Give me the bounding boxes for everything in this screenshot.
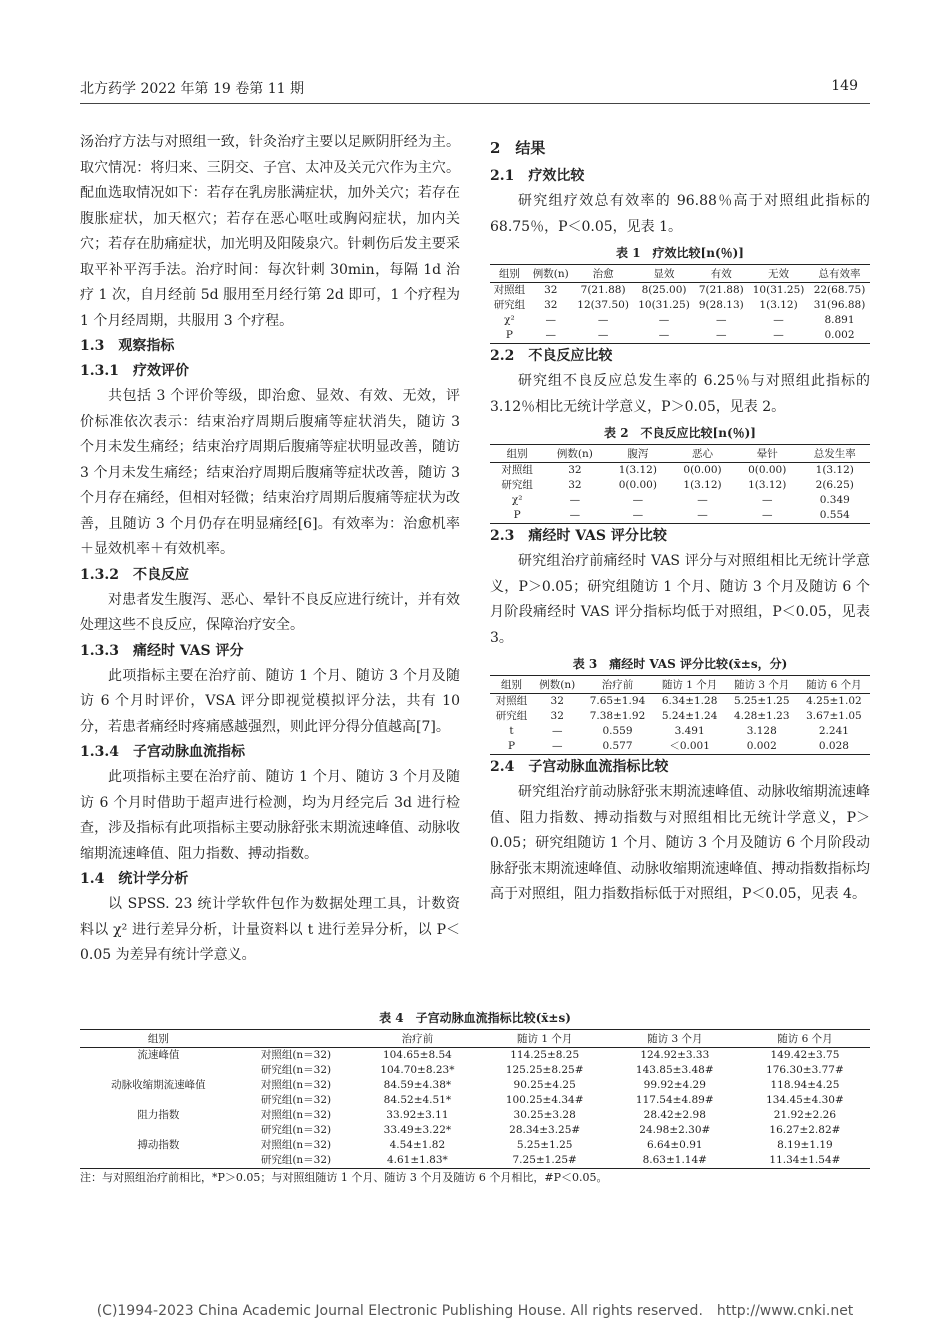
right-column	[490, 130, 870, 908]
table-cell: 143.85±3.48#	[635, 1064, 714, 1076]
table-header-cell: 随访 3 个月	[610, 1030, 740, 1048]
table-row	[490, 508, 870, 524]
table-cell: —	[606, 508, 671, 524]
table-cell: —	[551, 725, 563, 737]
table-row	[490, 283, 870, 299]
section-heading: 2 结果	[490, 139, 546, 157]
table-header-cell: 例数(n)	[544, 445, 605, 463]
table-caption: 表 4 子宫动脉血流指标比较(x̄±s)	[379, 1011, 571, 1025]
page-number: 149	[831, 78, 858, 94]
table-cell: 32	[568, 479, 582, 491]
table-cell: 32	[568, 464, 582, 476]
table-cell: 4.25±1.02	[806, 695, 862, 707]
table-cell: 研究组	[495, 710, 528, 722]
table-3	[490, 675, 870, 755]
table-cell: 3.67±1.05	[806, 710, 862, 722]
table-cell: 8.19±1.19	[777, 1139, 833, 1151]
table-row	[490, 463, 870, 479]
table-cell	[80, 1153, 237, 1169]
section-heading: 1.3.1 疗效评价	[80, 363, 189, 379]
table-header-cell: 无效	[748, 265, 809, 283]
table-cell: —	[597, 314, 609, 326]
table-cell: 3.491	[674, 725, 705, 737]
table-cell: 8.891	[824, 314, 855, 326]
table-1	[490, 264, 870, 344]
paragraph: 此项指标主要在治疗前、随访 1 个月、随访 3 个月及随访 6 个月时评价，VSA 评分即视觉模拟评分法，共有 10 分，若患者痛经时疼痛感越强烈，则此评分得分值越高[7]。	[80, 667, 460, 735]
table-row	[80, 1138, 870, 1153]
table-cell: 12(37.50)	[577, 299, 629, 311]
table-cell: P	[490, 739, 533, 755]
table-cell: 6.34±1.28	[661, 695, 718, 707]
section-heading: 1.3.3 痛经时 VAS 评分	[80, 642, 244, 659]
table-cell: —	[634, 328, 695, 344]
table-cell: 176.30±3.77#	[766, 1064, 844, 1076]
table-cell: —	[658, 314, 670, 326]
table-cell: —	[569, 494, 581, 506]
table-cell: 32	[544, 284, 558, 296]
table-cell: 32	[550, 695, 564, 707]
table-cell: 0.349	[819, 494, 850, 506]
table-cell: 30.25±3.28	[513, 1109, 576, 1121]
table-cell: —	[670, 508, 735, 524]
table-cell: 134.45±4.30#	[766, 1094, 844, 1106]
table-cell: t	[509, 725, 514, 737]
table-header-cell: 治疗前	[581, 676, 653, 694]
table-row	[80, 1108, 870, 1123]
table-header-cell: 随访 6 个月	[740, 1030, 870, 1048]
table-cell: 117.54±4.89#	[635, 1094, 714, 1106]
section-heading: 1.3.2 不良反应	[80, 566, 189, 583]
table-cell: 2(6.25)	[815, 479, 854, 491]
table-cell	[80, 1123, 237, 1138]
table-cell: —	[697, 494, 708, 506]
table-header-cell: 晕针	[735, 445, 800, 463]
table-cell: —	[632, 494, 644, 506]
table-cell: —	[735, 508, 800, 524]
table-header-cell: 随访 3 个月	[726, 676, 798, 694]
table-cell: 7(21.88)	[698, 284, 744, 296]
table-cell: 24.98±2.30#	[639, 1124, 711, 1136]
section-heading: 1.3 观察指标	[80, 338, 175, 354]
table-cell: 0.028	[798, 739, 870, 755]
table-cell: 84.52±4.51*	[383, 1094, 452, 1106]
table-cell: 对照组(n＝32)	[260, 1109, 332, 1121]
table-cell: 8.63±1.14#	[610, 1153, 740, 1169]
table-cell: 22(68.75)	[813, 284, 866, 296]
table-cell: 10(31.25)	[638, 299, 690, 311]
table-row	[490, 724, 870, 739]
table-cell: 5.24±1.24	[661, 710, 718, 722]
table-row	[490, 694, 870, 710]
table-cell: 5.25±1.25	[516, 1139, 573, 1151]
table-cell: 10(31.25)	[752, 284, 805, 296]
table-cell: 研究组	[493, 299, 526, 311]
table-4-block	[80, 1005, 870, 1185]
table-cell: 0(0.00)	[618, 479, 657, 491]
table-4	[80, 1029, 870, 1169]
table-cell: 125.25±8.25#	[505, 1064, 584, 1076]
table-row	[490, 298, 870, 313]
table-header-cell: 例数(n)	[529, 265, 573, 283]
table-header-cell: 组别	[490, 445, 544, 463]
table-cell: —	[533, 739, 581, 755]
table-cell: 研究组(n＝32)	[237, 1153, 355, 1169]
table-header-cell	[237, 1030, 355, 1048]
table-cell: —	[695, 328, 749, 344]
table-header-cell: 总有效率	[809, 265, 870, 283]
table-cell: 研究组	[501, 479, 533, 491]
table-cell: P	[490, 508, 544, 524]
table-header-cell: 例数(n)	[533, 676, 581, 694]
table-cell: 对照组(n＝32)	[260, 1139, 332, 1151]
table-cell: 28.34±3.25#	[509, 1124, 581, 1136]
table-cell: —	[544, 508, 605, 524]
table-cell: 研究组(n＝32)	[260, 1064, 332, 1076]
table-cell: 7.38±1.92	[589, 710, 646, 722]
table-row	[490, 313, 870, 328]
table-row	[490, 739, 870, 755]
table-caption: 表 1 疗效比较[n(％)]	[616, 246, 744, 260]
table-cell: χ²	[504, 314, 515, 326]
table-header-cell: 腹泻	[606, 445, 671, 463]
table-row	[490, 709, 870, 724]
table-cell: —	[573, 328, 634, 344]
table-caption: 表 3 痛经时 VAS 评分比较(x̄±s，分)	[572, 657, 788, 671]
table-cell: 0(0.00)	[683, 464, 722, 476]
table-cell: 11.34±1.54#	[740, 1153, 870, 1169]
table-row	[80, 1063, 870, 1078]
table-cell: 流速峰值	[137, 1049, 180, 1061]
header-rule	[80, 103, 870, 104]
table-caption: 表 2 不良反应比较[n(％)]	[604, 426, 756, 440]
table-cell: 33.49±3.22*	[383, 1124, 452, 1136]
table-cell: 33.92±3.11	[386, 1109, 449, 1121]
table-cell: —	[529, 328, 573, 344]
table-row	[80, 1123, 870, 1138]
table-cell: 研究组(n＝32)	[260, 1094, 332, 1106]
table-cell	[80, 1093, 237, 1108]
table-cell: P	[490, 328, 529, 344]
table-2	[490, 444, 870, 524]
table-header-cell: 组别	[490, 676, 533, 694]
paragraph: 研究组治疗前痛经时 VAS 评分与对照组相比无统计学意义，P＞0.05；研究组随访 1 个月、随访 3 个月及随访 6 个月阶段痛经时 VAS 评分指标均低于对照组，P＜0.05，见表 3。	[490, 553, 870, 646]
table-cell: 1(3.12)	[683, 479, 722, 491]
section-heading: 2.1 疗效比较	[490, 168, 585, 184]
section-heading: 1.3.4 子宫动脉血流指标	[80, 744, 245, 760]
table-cell: 1(3.12)	[748, 479, 787, 491]
table-row	[490, 328, 870, 344]
table-cell: 114.25±8.25	[510, 1049, 580, 1061]
table-cell: 31(96.88)	[813, 299, 866, 311]
table-cell: 1(3.12)	[618, 464, 657, 476]
table-cell: 1(3.12)	[815, 464, 854, 476]
table-cell: 100.25±4.34#	[505, 1094, 584, 1106]
table-cell: 2.241	[818, 725, 849, 737]
table-row	[80, 1153, 870, 1169]
table-cell: 对照组(n＝32)	[260, 1079, 332, 1091]
table-header-cell: 有效	[695, 265, 749, 283]
table-cell: 0(0.00)	[748, 464, 787, 476]
table-header-cell: 组别	[490, 265, 529, 283]
table-header-cell: 随访 1 个月	[654, 676, 726, 694]
table-cell: 7.65±1.94	[589, 695, 646, 707]
table-cell: 6.64±0.91	[647, 1139, 703, 1151]
table-cell: 32	[550, 710, 564, 722]
table-cell: 21.92±2.26	[773, 1109, 837, 1121]
section-heading: 1.4 统计学分析	[80, 871, 189, 887]
paragraph: 以 SPSS. 23 统计学软件包作为数据处理工具，计数资料以 χ² 进行差异分析，计量资料以 t 进行差异分析，以 P＜0.05 为差异有统计学意义。	[80, 896, 460, 963]
table-cell: 1(3.12)	[759, 299, 798, 311]
paragraph: 研究组不良反应总发生率的 6.25％与对照组此指标的 3.12％相比无统计学意义，P＞0.05，见表 2。	[490, 373, 870, 415]
table-cell: 5.25±1.25	[733, 695, 790, 707]
section-heading: 2.4 子宫动脉血流指标比较	[490, 759, 669, 775]
table-cell: 4.28±1.23	[733, 710, 790, 722]
table-cell: 16.27±2.82#	[769, 1124, 841, 1136]
table-cell: 0.002	[726, 739, 798, 755]
table-cell: 对照组(n＝32)	[260, 1049, 332, 1061]
paragraph: 此项指标主要在治疗前、随访 1 个月、随访 3 个月及随访 6 个月时借助于超声进行检测，均为月经完后 3d 进行检查，涉及指标有此项指标主要动脉舒张末期流速峰值、动脉收缩期流速峰值、阻力指数、搏动指数。	[80, 769, 460, 862]
table-cell: ＜0.001	[654, 739, 726, 755]
table-header-cell: 随访 6 个月	[798, 676, 870, 694]
table-cell: 84.59±4.38*	[383, 1079, 452, 1091]
table-cell: 3.128	[746, 725, 777, 737]
table-cell: 0.002	[809, 328, 870, 344]
table-cell: 对照组	[493, 284, 526, 296]
table-cell: 0.577	[581, 739, 653, 755]
table-cell: —	[545, 314, 557, 326]
table-cell: 对照组	[495, 695, 528, 707]
table-cell: 99.92±4.29	[643, 1079, 706, 1091]
page-header	[80, 78, 858, 100]
table-cell: —	[748, 328, 809, 344]
table-row	[80, 1078, 870, 1093]
table-cell: 118.94±4.25	[770, 1079, 840, 1091]
table-cell: 8(25.00)	[641, 284, 687, 296]
table-header-cell: 随访 1 个月	[480, 1030, 610, 1048]
table-row	[80, 1093, 870, 1108]
table-cell: 149.42±3.75	[770, 1049, 840, 1061]
table-cell: 4.54±1.82	[389, 1139, 446, 1151]
table-cell: 7(21.88)	[580, 284, 626, 296]
section-heading: 2.2 不良反应比较	[490, 348, 613, 364]
table-cell: 9(28.13)	[698, 299, 744, 311]
table-cell: 32	[544, 299, 558, 311]
section-heading: 2.3 痛经时 VAS 评分比较	[490, 528, 667, 544]
table-cell: 阻力指数	[137, 1109, 180, 1121]
table-cell: 搏动指数	[137, 1139, 180, 1151]
table-cell: 对照组	[501, 464, 533, 476]
paragraph: 研究组治疗前动脉舒张末期流速峰值、动脉收缩期流速峰值、阻力指数、搏动指数与对照组相比无统计学意义，P＞0.05；研究组随访 1 个月、随访 3 个月及随访 6 个月阶段动脉舒张末期流速峰值、动脉收缩期流速峰值、搏动指数指标均高于对照组，阻力指数指标低于对照组，P＜0.05，见表 4。	[490, 784, 870, 902]
table-cell: 104.65±8.54	[382, 1049, 452, 1061]
copyright-footer: (C)1994-2023 China Academic Journal Electronic Publishing House. All rights reserved. http://www.cnki.net	[96, 1303, 854, 1319]
table-cell	[80, 1063, 237, 1078]
table-header-cell: 恶心	[670, 445, 735, 463]
table-cell: 4.61±1.83*	[355, 1153, 479, 1169]
table-row	[490, 493, 870, 508]
table-row	[80, 1048, 870, 1064]
table-cell: —	[761, 494, 773, 506]
table-header-cell: 组别	[80, 1030, 237, 1048]
table-cell: 0.559	[602, 725, 633, 737]
table-row	[490, 478, 870, 493]
paragraph: 对患者发生腹泻、恶心、晕针不良反应进行统计，并有效处理这些不良反应，保障治疗安全。	[80, 591, 460, 633]
table-cell: 7.25±1.25#	[480, 1153, 610, 1169]
journal-title: 北方药学 2022 年第 19 卷第 11 期	[80, 81, 304, 97]
table-header-cell: 治愈	[573, 265, 634, 283]
table-header-cell: 总发生率	[800, 445, 870, 463]
paragraph: 汤治疗方法与对照组一致，针灸治疗主要以足厥阴肝经为主。取穴情况：将归来、三阴交、子宫、太冲及关元穴作为主穴。配血选取情况如下：若存在乳房胀满症状，加外关穴；若存在腹胀症状，加天枢穴；若存在恶心呕吐或胸闷症状，加内关穴；若存在肋痛症状，加光明及阳陵泉穴。针刺伤后发主要采取平补平泻手法。治疗时间：每次针刺 30min，每隔 1d 治疗 1 次，自月经前 5d 服用至月经行第 2d 即可，1 个疗程为 1 个月经周期，共服用 3 个疗程。	[80, 134, 460, 329]
table-cell: 90.25±4.25	[513, 1079, 576, 1091]
table-cell: 104.70±8.23*	[380, 1064, 455, 1076]
paragraph: 共包括 3 个评价等级，即治愈、显效、有效、无效，评价标准依次表示：结束治疗周期后腹痛等症状消失，随访 3 个月未发生痛经；结束治疗周期后腹痛等症状明显改善，随访 3 个月未发生痛经；结束治疗周期后腹痛等症状改善，随访 3 个月存在痛经，但相对轻微；结束治疗周期后腹痛等症状为改善，且随访 3 个月仍存在明显痛经[6]。有效率为：治愈机率＋显效机率＋有效机率。	[80, 388, 460, 557]
table-cell: 研究组(n＝32)	[260, 1124, 332, 1136]
table-cell: χ²	[511, 494, 523, 506]
table-cell: —	[773, 314, 784, 326]
paragraph: 研究组疗效总有效率的 96.88％高于对照组此指标的 68.75％，P＜0.05，见表 1。	[490, 193, 870, 235]
table-cell: 124.92±3.33	[640, 1049, 710, 1061]
table-header-cell: 治疗前	[355, 1030, 479, 1048]
table-note: 注：与对照组治疗前相比，*P＞0.05；与对照组随访 1 个月、随访 3 个月及随访 6 个月相比，#P＜0.05。	[80, 1171, 608, 1184]
left-column	[80, 130, 460, 969]
table-header-cell: 显效	[634, 265, 695, 283]
table-cell: —	[716, 314, 727, 326]
table-cell: 28.42±2.98	[643, 1109, 706, 1121]
table-cell: 动脉收缩期流速峰值	[111, 1079, 206, 1091]
table-cell: 0.554	[800, 508, 870, 524]
